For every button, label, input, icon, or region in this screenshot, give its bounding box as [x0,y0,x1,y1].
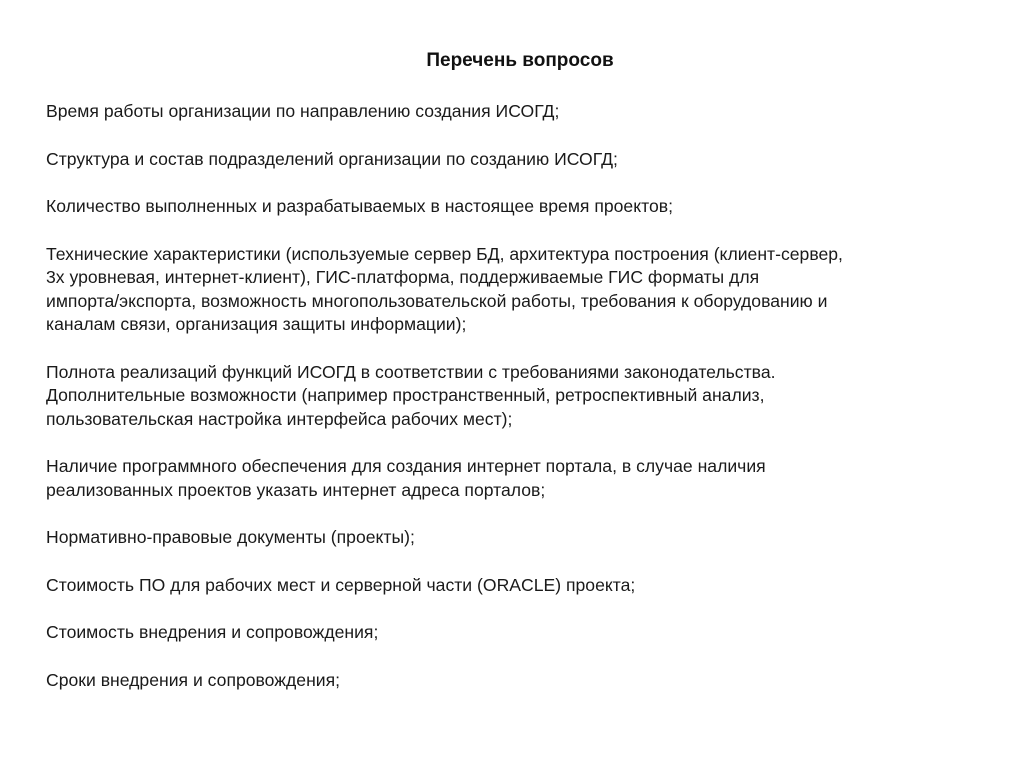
question-item: Технические характеристики (используемые сервер БД, архитектура построения (клиент-сервер, 3х уровневая, интернет-клиент), ГИС-платформа, поддерживаемые ГИС форматы для импорта/экспорта, возможность многопользовательской работы, требования к оборудованию и каналам связи, организация защиты информации); [46,243,843,334]
slide-title: Перечень вопросов [426,50,614,71]
question-item: Наличие программного обеспечения для создания интернет портала, в случае наличия реализованных проектов указать интернет адреса порталов; [46,456,766,500]
question-item: Стоимость внедрения и сопровождения; [46,622,379,642]
question-item: Нормативно-правовые документы (проекты); [46,527,415,547]
questions-list [46,100,986,716]
question-item: Сроки внедрения и сопровождения; [46,669,341,690]
question-item: Стоимость ПО для рабочих мест и серверной части (ORACLE) проекта; [46,574,636,595]
question-item: Структура и состав подразделений организации по созданию ИСОГД; [46,148,618,169]
question-item: Время работы организации по направлению создания ИСОГД; [46,101,560,121]
question-item: Полнота реализаций функций ИСОГД в соответствии с требованиями законодательства. Дополнительные возможности (например пространственный, ретроспективный анализ, пользовательская настройка интерфейса рабочих мест); [46,361,776,429]
question-item: Количество выполненных и разрабатываемых в настоящее время проектов; [46,196,673,216]
